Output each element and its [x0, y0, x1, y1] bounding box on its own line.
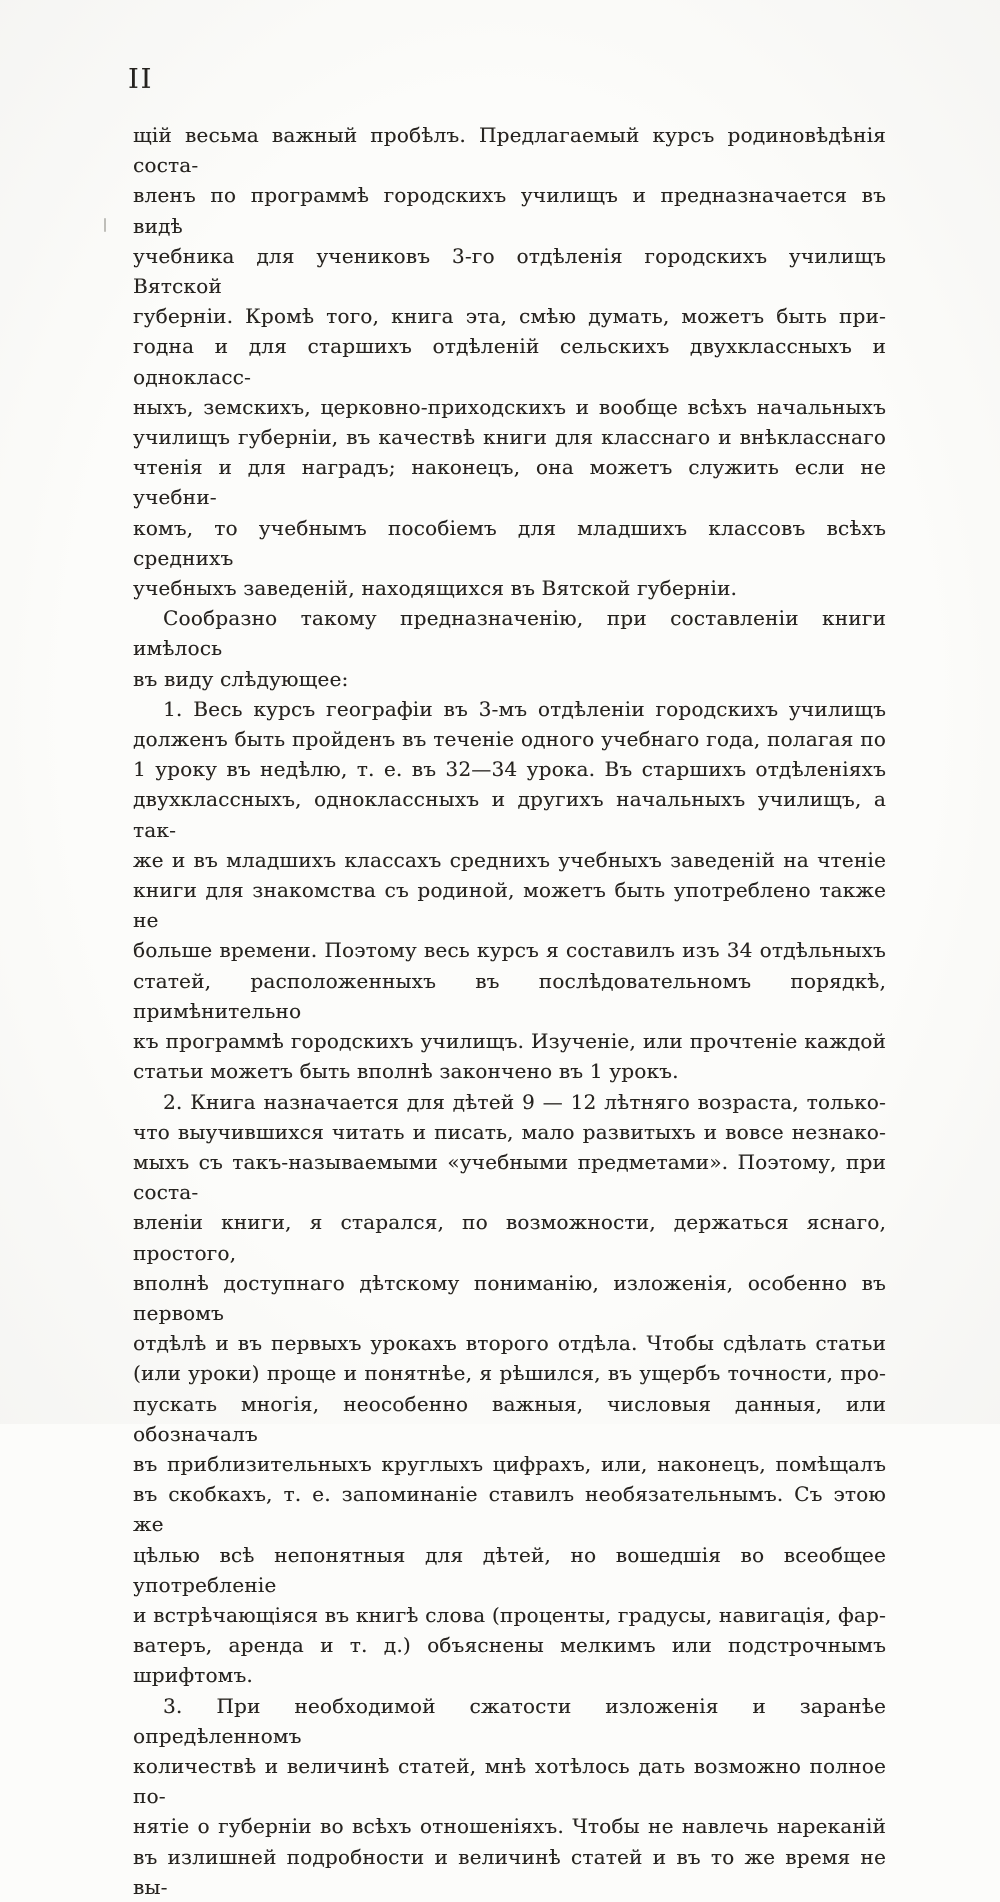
text-line: въ виду слѣдующее:: [133, 666, 349, 691]
text-line: 1. Весь курсъ географіи въ 3-мъ отдѣленіи городскихъ училищъ: [163, 696, 886, 721]
paragraph: [133, 603, 886, 694]
text-line: цѣлью всѣ непонятныя для дѣтей, но вошедшія во всеобщее употребленіе: [133, 1542, 886, 1597]
text-line: книги для знакомства съ родиной, можетъ быть употреблено также не: [133, 878, 886, 933]
paragraph: [133, 1087, 886, 1691]
text-line: вленіи книги, я старался, по возможности, держаться яснаго, простого,: [133, 1210, 886, 1265]
text-line: двухклассныхъ, одноклассныхъ и другихъ начальныхъ училищъ, а так-: [133, 787, 886, 842]
page-number: II: [128, 64, 154, 95]
text-line: 3. При необходимой сжатости изложенія и заранѣе опредѣленномъ: [133, 1693, 886, 1748]
text-line: же и въ младшихъ классахъ среднихъ учебныхъ заведеній на чтеніе: [133, 847, 886, 872]
text-line: губерніи. Кромѣ того, книга эта, смѣю думать, можетъ быть при-: [133, 304, 886, 329]
text-line: 1 уроку въ недѣлю, т. е. въ 32—34 урока. Въ старшихъ отдѣленіяхъ: [133, 757, 886, 782]
text-line: статей, расположенныхъ въ послѣдовательномъ порядкѣ, примѣнительно: [133, 968, 886, 1023]
text-line: мыхъ съ такъ-называемыми «учебными предметами». Поэтому, при соста-: [133, 1149, 886, 1205]
text-line: учебника для учениковъ 3-го отдѣленія городскихъ училищъ Вятской: [133, 243, 886, 299]
text-line: что выучившихся читать и писать, мало развитыхъ и вовсе незнако-: [133, 1119, 886, 1144]
text-line: пускать многія, неособенно важныя, числовыя данныя, или обозначалъ: [133, 1391, 886, 1446]
text-line: комъ, то учебнымъ пособіемъ для младшихъ классовъ всѣхъ среднихъ: [133, 515, 886, 570]
text-line: учебныхъ заведеній, находящихся въ Вятской губерніи.: [133, 576, 738, 601]
text-line: и встрѣчающіяся въ книгѣ слова (проценты, градусы, навигація, фар-: [133, 1602, 886, 1627]
text-line: (или уроки) проще и понятнѣе, я рѣшился, въ ущербъ точности, про-: [133, 1361, 886, 1386]
paragraph: [133, 120, 886, 603]
text-line: въ приблизительныхъ круглыхъ цифрахъ, или, наконецъ, помѣщалъ: [133, 1451, 886, 1476]
text-line: нятіе о губерніи во всѣхъ отношеніяхъ. Чтобы не навлечь нареканій: [133, 1814, 886, 1839]
text-block: [133, 120, 886, 1902]
paragraph: [133, 694, 886, 1087]
text-line: къ программѣ городскихъ училищъ. Изученіе, или прочтеніе каждой: [133, 1029, 886, 1054]
text-line: ныхъ, земскихъ, церковно-приходскихъ и вообще всѣхъ начальныхъ: [133, 394, 886, 419]
text-line: 2. Книга назначается для дѣтей 9 — 12 лѣтняго возраста, только-: [163, 1089, 886, 1114]
text-line: въ скобкахъ, т. е. запоминаніе ставилъ необязательнымъ. Съ этою же: [133, 1482, 886, 1537]
text-line: училищъ губерніи, въ качествѣ книги для класснаго и внѣкласснаго: [133, 425, 886, 450]
text-line: ватеръ, аренда и т. д.) объяснены мелкимъ или подстрочнымъ шрифтомъ.: [133, 1633, 886, 1688]
text-line: годна и для старшихъ отдѣленій сельскихъ двухклассныхъ и однокласс-: [133, 334, 886, 389]
text-line: Сообразно такому предназначенію, при составленіи книги имѣлось: [133, 606, 886, 661]
paragraph: [133, 1691, 886, 1902]
text-line: количествѣ и величинѣ статей, мнѣ хотѣлось дать возможно полное по-: [133, 1753, 886, 1809]
text-line: чтенія и для наградъ; наконецъ, она можетъ служить если не учебни-: [133, 455, 886, 510]
text-line: долженъ быть пройденъ въ теченіе одного учебнаго года, полагая по: [133, 727, 886, 752]
text-line: вленъ по программѣ городскихъ училищъ и предназначается въ видѣ: [133, 183, 886, 238]
text-line: щій весьма важный пробѣлъ. Предлагаемый курсъ родиновѣдѣнія соста-: [133, 123, 886, 178]
text-line: вполнѣ доступнаго дѣтскому пониманію, изложенія, особенно въ первомъ: [133, 1270, 886, 1325]
text-line: отдѣлѣ и въ первыхъ урокахъ второго отдѣла. Чтобы сдѣлать статьи: [133, 1331, 886, 1356]
scan-speck-artifact: [104, 218, 106, 232]
text-line: статьи можетъ быть вполнѣ закончено въ 1 урокъ.: [133, 1059, 679, 1084]
text-line: въ излишней подробности и величинѣ статей и въ то же время не вы-: [133, 1844, 886, 1899]
text-line: больше времени. Поэтому весь курсъ я составилъ изъ 34 отдѣльныхъ: [133, 938, 886, 963]
